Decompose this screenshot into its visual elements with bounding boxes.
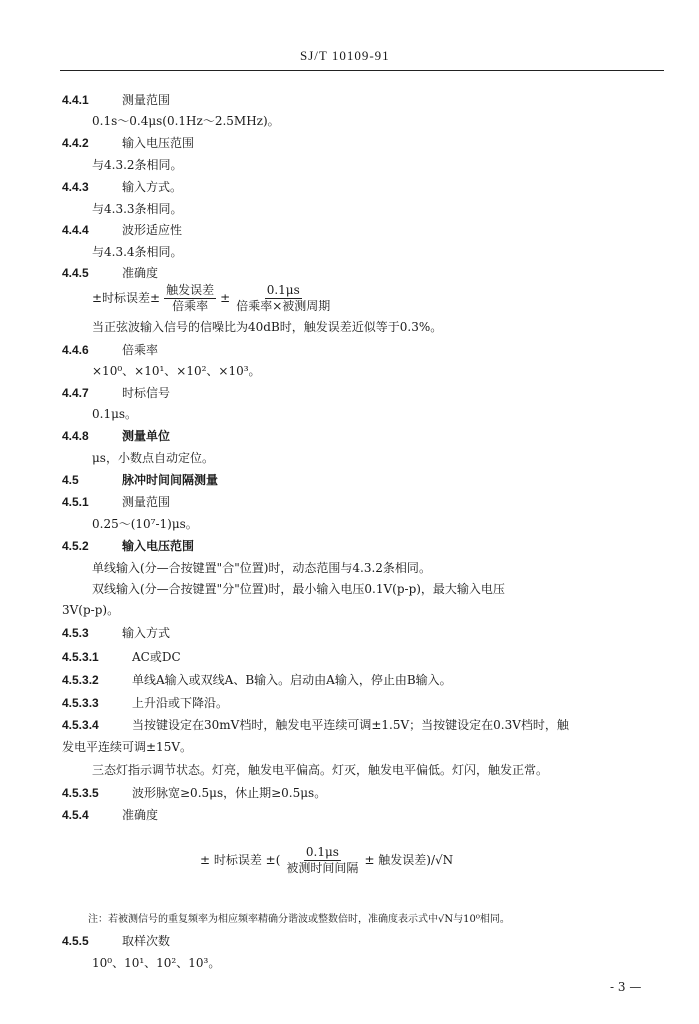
fraction-trigger-error: [164, 283, 216, 314]
section-number: 4.5.3.3: [62, 696, 99, 710]
section-4-5-3-1: [62, 649, 181, 665]
section-4-5-5-heading: [62, 933, 170, 949]
section-4-5-3-5: [62, 785, 326, 801]
section-4-4-6-heading: [62, 342, 158, 358]
section-4-5-1-heading: [62, 494, 170, 510]
section-text: 波形脉宽≥0.5μs，休止期≥0.5μs。: [132, 786, 327, 800]
section-4-4-8-heading: [62, 428, 170, 444]
section-4-5-3-4-text-2: 发电平连续可调±15V。: [62, 740, 192, 754]
section-title: 取样次数: [122, 934, 171, 948]
section-number: 4.5.3.5: [62, 786, 99, 800]
section-4-5-4-heading: [62, 807, 158, 823]
formula-plus-minus: ±: [220, 291, 231, 305]
section-title: 输入方式。: [122, 180, 183, 194]
section-4-5-2-text-3: 3V(p-p)。: [62, 603, 120, 617]
section-4-4-1-heading: [62, 92, 170, 108]
section-4-4-4-heading: [62, 222, 182, 238]
section-4-5-5-text: 10⁰、10¹、10²、10³。: [92, 956, 221, 970]
section-4-4-3-text: 与4.3.3条相同。: [92, 202, 183, 216]
section-text: AC或DC: [132, 650, 181, 664]
section-number: 4.5.3: [62, 626, 89, 640]
section-number: 4.4.4: [62, 223, 89, 237]
section-4-4-4-text: 与4.3.4条相同。: [92, 245, 183, 259]
section-text: 当按键设定在30mV档时，触发电平连续可调±1.5V；当按键设定在0.3V档时，触: [132, 718, 569, 732]
section-title: 测量范围: [122, 93, 171, 107]
section-number: 4.5.4: [62, 808, 89, 822]
section-4-4-3-heading: [62, 179, 182, 195]
section-number: 4.5.1: [62, 495, 89, 509]
section-4-5-2-text-2: 双线输入(分—合按键置"分"位置)时，最小输入电压0.1V(p-p)，最大输入电压: [92, 582, 505, 596]
footnote: 注：若被测信号的重复频率为相应频率精确分谐波或整数倍时，准确度表示式中√N与10⁰相同。: [88, 914, 510, 925]
section-4-4-5-text: 当正弦波输入信号的信噪比为40dB时，触发误差近似等于0.3%。: [92, 320, 443, 334]
section-text: 上升沿或下降沿。: [132, 696, 229, 710]
section-title: 输入电压范围: [122, 136, 195, 150]
section-number: 4.4.7: [62, 386, 89, 400]
section-4-4-7-text: 0.1μs。: [92, 407, 138, 421]
section-4-4-2-heading: [62, 135, 194, 151]
section-4-4-1-text: 0.1s～0.4μs(0.1Hz～2.5MHz)。: [92, 114, 280, 128]
section-4-5-1-text: 0.25～(10⁷-1)μs。: [92, 517, 198, 531]
section-number: 4.5.3.4: [62, 718, 99, 732]
section-title: 波形适应性: [122, 223, 183, 237]
section-4-4-7-heading: [62, 385, 170, 401]
section-4-4-8-text: μs，小数点自动定位。: [92, 451, 214, 465]
section-title: 测量范围: [122, 495, 171, 509]
fraction-denominator: 被测时间间隔: [286, 861, 359, 875]
section-title: 测量单位: [122, 429, 171, 443]
section-4-5-2-text-1: 单线输入(分—合按键置"合"位置)时，动态范围与4.3.2条相同。: [92, 561, 431, 575]
section-number: 4.5.2: [62, 539, 89, 553]
section-title: 输入方式: [122, 626, 171, 640]
section-4-4-5-heading: [62, 265, 158, 281]
section-number: 4.4.1: [62, 93, 89, 107]
fraction-numerator: 触发误差: [166, 283, 215, 297]
section-number: 4.4.5: [62, 266, 89, 280]
standard-code: SJ/T 10109-91: [300, 48, 390, 63]
section-4-4-2-text: 与4.3.2条相同。: [92, 158, 183, 172]
section-number: 4.4.6: [62, 343, 89, 357]
section-title: 脉冲时间间隔测量: [122, 473, 219, 487]
section-number: 4.5.5: [62, 934, 89, 948]
section-4-5-3-heading: [62, 625, 170, 641]
accuracy-formula-4-4-5: [92, 283, 336, 314]
fraction-timebase: [284, 845, 360, 876]
section-title: 输入电压范围: [122, 539, 195, 553]
section-number: 4.4.2: [62, 136, 89, 150]
fraction-timebase: [234, 283, 332, 314]
page-number: - 3 —: [610, 980, 642, 994]
header-rule: [60, 70, 664, 71]
formula-suffix: ± 触发误差)/√N: [364, 853, 454, 867]
section-text: 单线A输入或双线A、B输入。启动由A输入，停止由B输入。: [132, 673, 452, 687]
section-title: 准确度: [122, 808, 159, 822]
fraction-denominator: 倍乘率: [172, 299, 209, 313]
section-4-5-3-4-text-3: 三态灯指示调节状态。灯亮，触发电平偏高。灯灭，触发电平偏低。灯闪，触发正常。: [92, 763, 549, 777]
section-title: 时标信号: [122, 386, 171, 400]
section-number: 4.5.3.2: [62, 673, 99, 687]
formula-prefix: ± 时标误差 ±(: [200, 853, 281, 867]
section-4-5-3-4: [62, 717, 569, 733]
section-title: 准确度: [122, 266, 159, 280]
fraction-numerator: 0.1μs: [266, 283, 300, 297]
section-number: 4.5: [62, 473, 79, 487]
section-4-5-3-3: [62, 695, 228, 711]
section-number: 4.4.8: [62, 429, 89, 443]
section-title: 倍乘率: [122, 343, 159, 357]
formula-prefix: ±时标误差±: [92, 291, 161, 305]
fraction-numerator: 0.1μs: [305, 845, 339, 859]
section-4-5-2-heading: [62, 538, 194, 554]
section-number: 4.5.3.1: [62, 650, 99, 664]
fraction-denominator: 倍乘率×被测周期: [236, 299, 331, 313]
section-4-5-3-2: [62, 672, 452, 688]
section-4-4-6-text: ×10⁰、×10¹、×10²、×10³。: [92, 364, 261, 378]
accuracy-formula-4-5-4: [200, 845, 453, 876]
section-number: 4.4.3: [62, 180, 89, 194]
section-4-5-heading: [62, 472, 218, 488]
